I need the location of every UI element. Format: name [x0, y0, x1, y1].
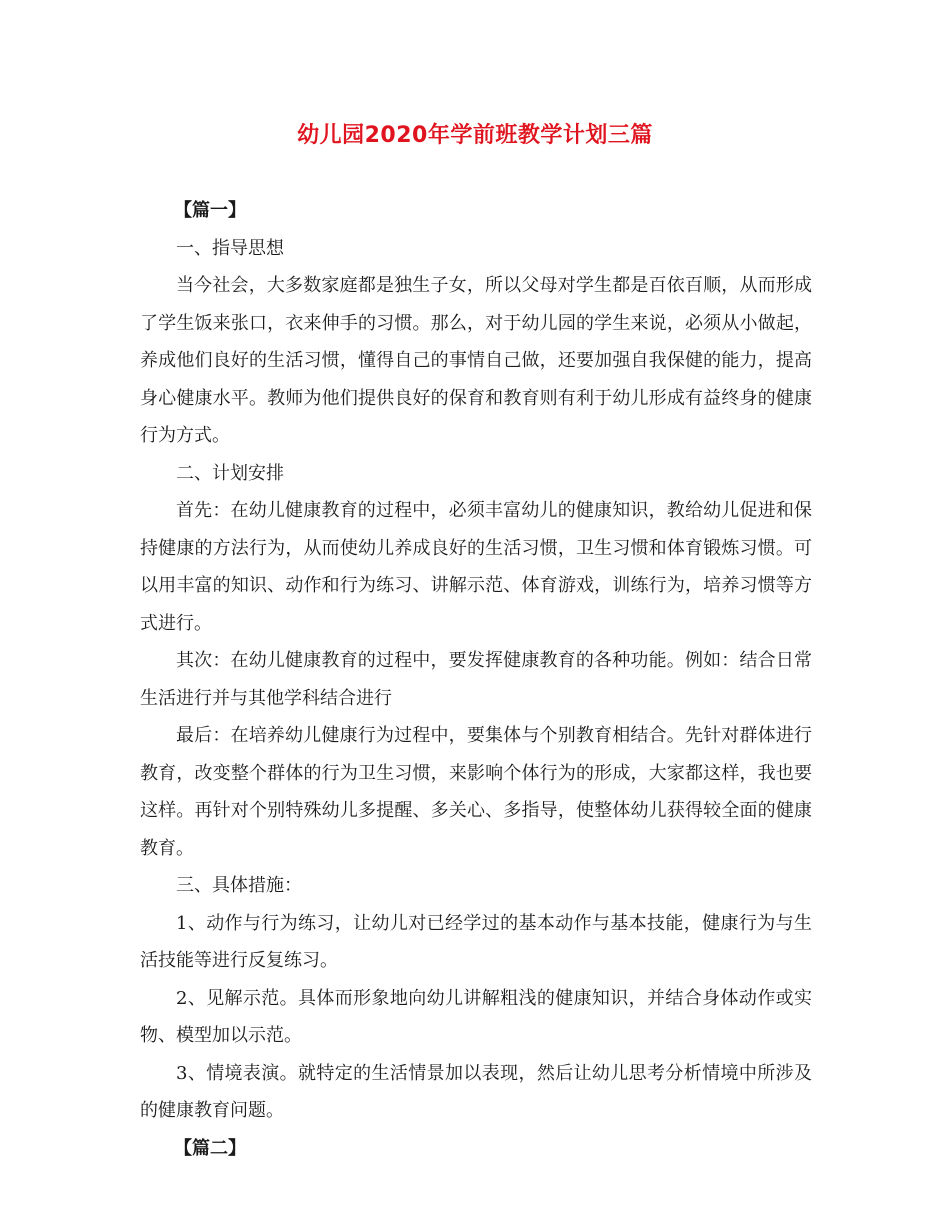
paragraph: 其次：在幼儿健康教育的过程中，要发挥健康教育的各种功能。例如：结合日常生活进行并与其他学科结合进行: [140, 650, 812, 709]
heading-specific-measures: 三、具体措施：: [176, 875, 302, 896]
section-marker-1: 【篇一】: [174, 200, 246, 221]
heading-guiding-thought: 一、指导思想: [176, 237, 284, 259]
heading-plan-arrangement: 二、计划安排: [176, 462, 284, 484]
section-marker-2: 【篇二】: [174, 1137, 246, 1159]
document-title: 幼儿园2020年学前班教学计划三篇: [297, 123, 653, 148]
document-body: [140, 192, 812, 1167]
paragraph: 最后：在培养幼儿健康行为过程中，要集体与个别教育相结合。先针对群体进行教育，改变整个群体的行为卫生习惯，来影响个体行为的形成，大家都这样，我也要这样。再针对个别特殊幼儿多提醒、多关心、多指导，使整体幼儿获得较全面的健康教育。: [140, 725, 812, 859]
paragraph: 2、见解示范。具体而形象地向幼儿讲解粗浅的健康知识，并结合身体动作或实物、模型加以示范。: [140, 987, 812, 1046]
paragraph: 3、情境表演。就特定的生活情景加以表现，然后让幼儿思考分析情境中所涉及的健康教育问题。: [140, 1062, 812, 1121]
paragraph: 当今社会，大多数家庭都是独生子女，所以父母对学生都是百依百顺，从而形成了学生饭来张口，衣来伸手的习惯。那么，对于幼儿园的学生来说，必须从小做起，养成他们良好的生活习惯，懂得自己的事情自己做，还要加强自我保健的能力，提高身心健康水平。教师为他们提供良好的保育和教育则有利于幼儿形成有益终身的健康行为方式。: [140, 275, 812, 446]
paragraph: 首先：在幼儿健康教育的过程中，必须丰富幼儿的健康知识，教给幼儿促进和保持健康的方法行为，从而使幼儿养成良好的生活习惯，卫生习惯和体育锻炼习惯。可以用丰富的知识、动作和行为练习、讲解示范、体育游戏，训练行为，培养习惯等方式进行。: [140, 500, 812, 634]
paragraph: 1、动作与行为练习，让幼儿对已经学过的基本动作与基本技能，健康行为与生活技能等进行反复练习。: [140, 912, 812, 971]
